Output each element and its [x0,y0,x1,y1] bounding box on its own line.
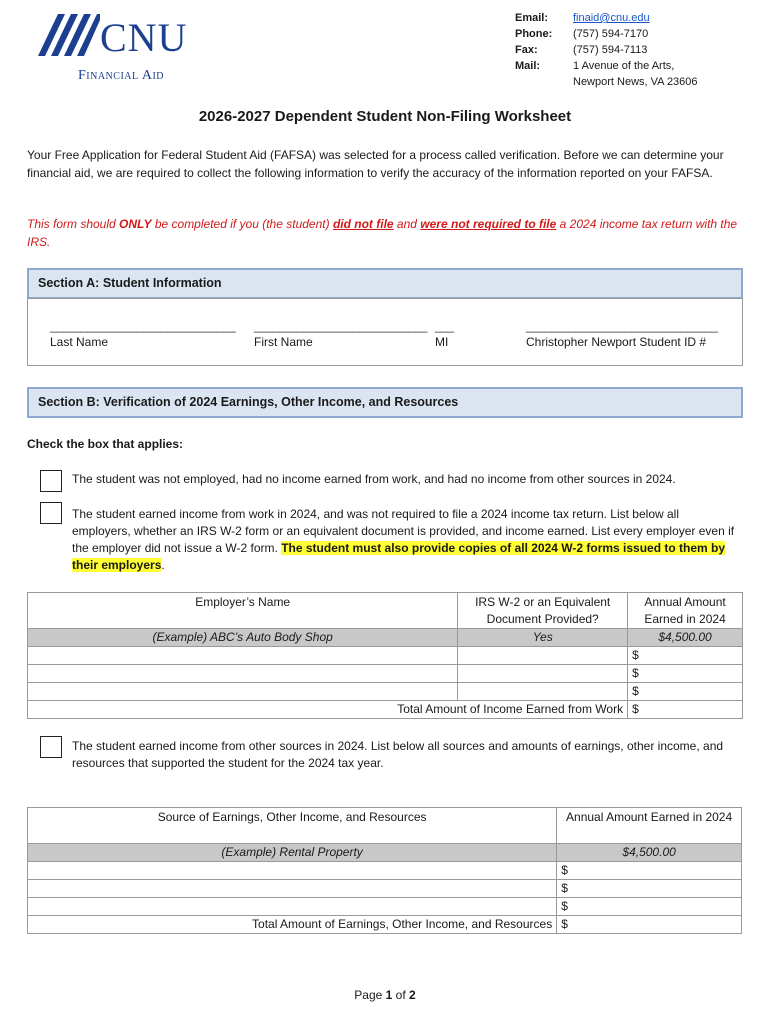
source-header: Source of Earnings, Other Income, and Resources [28,808,557,844]
total-income-label: Total Amount of Income Earned from Work [28,701,628,719]
total-row [28,701,743,719]
mi-field[interactable] [435,320,454,349]
page-of: of [392,988,410,1002]
w2-cell[interactable] [458,665,628,683]
warning-did-not-file: did not file [332,217,394,231]
amount-cell[interactable]: $ [628,647,743,665]
example-amount: $4,500.00 [628,629,743,647]
source-cell[interactable] [28,880,557,898]
first-name-label: First Name [254,335,313,349]
total-other-label: Total Amount of Earnings, Other Income, and Resources [28,916,557,934]
warning-text-1: This form should [27,217,120,231]
warning-not-required: were not required to file [420,217,557,231]
warning-paragraph [27,216,739,251]
last-name-label: Last Name [50,335,109,349]
fax-value: (757) 594-7113 [573,44,648,56]
email-label: Email: [515,12,549,24]
phone-label: Phone: [515,28,553,40]
student-id-label: Christopher Newport Student ID # [526,335,707,349]
page-title: 2026-2027 Dependent Student Non-Filing Worksheet [198,108,572,125]
other-income-table [27,807,742,934]
warning-only: ONLY [119,217,152,231]
option-2-highlight: The student must also provide copies of all 2024 W-2 forms issued to them by their employers [72,541,726,572]
page-prefix: Page [354,988,386,1002]
fax-label: Fax: [515,44,538,56]
phone-value: (757) 594-7170 [573,28,649,40]
amount-cell[interactable]: $ [557,880,742,898]
total-row [28,916,742,934]
example-row [28,629,743,647]
employer-cell[interactable] [28,647,458,665]
total-other-cell[interactable]: $ [557,916,742,934]
w2-cell[interactable] [458,647,628,665]
mail-label-blank [515,74,573,90]
table-row [28,898,742,916]
contact-info [515,10,753,90]
option-1-checkbox[interactable] [40,470,62,492]
table-row [28,862,742,880]
cnu-logo [38,12,218,84]
section-a-header: Section A: Student Information [27,268,743,299]
example-w2: Yes [458,629,628,647]
employer-name-header: Employer’s Name [28,593,458,629]
warning-text-3: and [393,217,421,231]
amount-cell[interactable]: $ [557,898,742,916]
mail-line-2: Newport News, VA 23606 [573,76,698,88]
table-row [28,683,743,701]
option-2-checkbox[interactable] [40,502,62,524]
option-1-text: The student was not employed, had no income earned from work, and had no income from other sources in 2024. [72,472,676,486]
first-name-line: ____________________________ [254,319,427,333]
email-link[interactable]: finaid@cnu.edu [573,12,650,24]
table-row [28,647,743,665]
option-3-checkbox[interactable] [40,736,62,758]
logo-text: CNU [100,15,188,60]
w2-header: IRS W-2 or an Equivalent Document Provided? [458,593,628,629]
w2-cell[interactable] [458,683,628,701]
check-instruction: Check the box that applies: [27,437,184,451]
source-cell[interactable] [28,898,557,916]
mi-line: ___ [435,319,454,333]
annual-amount-header: Annual Amount Earned in 2024 [628,593,743,629]
example-amount-2: $4,500.00 [557,844,742,862]
table-header [28,808,742,844]
employer-cell[interactable] [28,665,458,683]
page-number [0,988,770,1002]
option-2-body: The student earned income from work in 2024, and was not required to file a 2024 income tax return. List below all employers, whether an IRS W-2 form or an equivalent document is provided, and income earned. List every employer even if the employer did not issue a W-2 form. [72,507,735,555]
mi-label: MI [435,335,449,349]
student-id-field[interactable] [526,320,717,349]
option-2-text [72,506,740,574]
student-id-line: _______________________________ [526,319,718,333]
table-header [28,593,743,629]
example-employer: (Example) ABC’s Auto Body Shop [28,629,458,647]
warning-text-4: a 2024 income tax return with the IRS. [27,217,738,249]
last-name-field[interactable] [50,320,235,349]
logo-stripes-icon [38,12,100,60]
amount-cell[interactable]: $ [628,683,743,701]
intro-paragraph: Your Free Application for Federal Student Aid (FAFSA) was selected for a process called verification. Before we can determine your financial aid, we are required to collect the following information to verify the accuracy of the information reported on your FAFSA. [27,148,724,180]
table-row [28,665,743,683]
last-name-line: ______________________________ [50,319,236,333]
example-row [28,844,742,862]
logo-subtitle: Financial Aid [78,68,165,83]
warning-text-2: be completed if you (the student) [151,217,333,231]
annual-amount-header-2: Annual Amount Earned in 2024 [557,808,742,844]
option-3-text: The student earned income from other sources in 2024. List below all sources and amounts of earnings, other income, and resources that supported the student for the 2024 tax year. [72,739,724,770]
source-cell[interactable] [28,862,557,880]
employer-table [27,592,743,719]
total-income-cell[interactable]: $ [628,701,743,719]
example-source: (Example) Rental Property [28,844,557,862]
option-2-end: . [161,558,165,572]
employer-cell[interactable] [28,683,458,701]
page-total: 2 [409,988,416,1002]
amount-cell[interactable]: $ [557,862,742,880]
mail-line-1: 1 Avenue of the Arts, [573,60,675,72]
mail-label: Mail: [515,60,541,72]
page-current: 1 [385,988,393,1002]
section-b-header: Section B: Verification of 2024 Earnings, Other Income, and Resources [27,387,743,418]
amount-cell[interactable]: $ [628,665,743,683]
first-name-field[interactable] [254,320,427,349]
table-row [28,880,742,898]
